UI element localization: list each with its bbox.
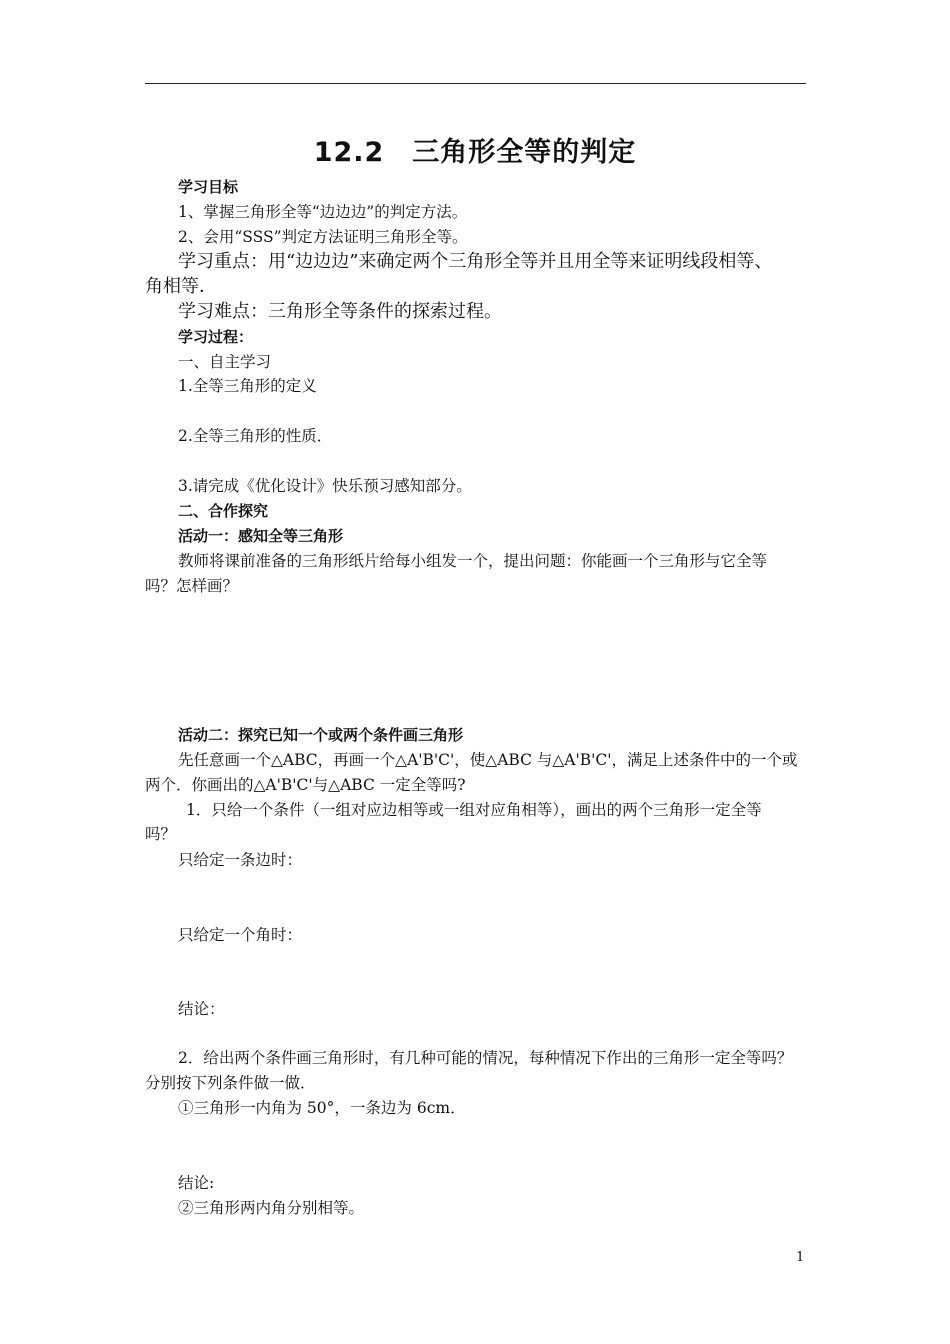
item-1: 1.全等三角形的定义 [178, 377, 317, 395]
item-2: 2.全等三角形的性质． [178, 427, 333, 445]
goals-heading: 学习目标 [178, 178, 239, 196]
page-title: 12.2 三角形全等的判定 [313, 137, 637, 168]
header-rule [145, 83, 806, 84]
activity-2-heading: 活动二：探究已知一个或两个条件画三角形 [178, 726, 464, 744]
difficulty-line: 学习难点：三角形全等条件的探索过程。 [178, 301, 502, 322]
activity-2-text-line-2: 两个．你画出的△A'B'C'与△ABC 一定全等吗? [145, 776, 466, 794]
process-heading: 学习过程： [178, 328, 254, 346]
activity-1-heading: 活动一：感知全等三角形 [178, 527, 344, 545]
key-point-line-2: 角相等． [145, 276, 217, 297]
activity-2-text-line-1: 先任意画一个△ABC，再画一个△A'B'C'，使△ABC 与△A'B'C'，满足上述条件中的一个或 [178, 751, 798, 769]
section-2-heading: 二、合作探究 [178, 502, 269, 520]
case-1: ①三角形一内角为 50°，一条边为 6cm． [178, 1099, 466, 1117]
one-angle-prompt: 只给定一个角时： [178, 926, 303, 944]
page-number: 1 [796, 1250, 805, 1265]
question-2-line-1: 2．给出两个条件画三角形时，有几种可能的情况，每种情况下作出的三角形一定全等吗？ [178, 1049, 793, 1067]
one-side-prompt: 只给定一条边时： [178, 851, 303, 869]
question-1-line-1: 1．只给一个条件（一组对应边相等或一组对应角相等），画出的两个三角形一定全等 [186, 801, 762, 819]
activity-1-text-line-2: 吗？怎样画？ [145, 577, 239, 595]
goal-1: 1、掌握三角形全等“边边边”的判定方法。 [178, 203, 468, 221]
goal-2: 2、会用“SSS”判定方法证明三角形全等。 [178, 228, 468, 246]
item-3: 3.请完成《优化设计》快乐预习感知部分。 [178, 477, 472, 495]
conclusion-1: 结论： [178, 1000, 225, 1018]
conclusion-2: 结论: [178, 1174, 215, 1192]
activity-1-text-line-1: 教师将课前准备的三角形纸片给每小组发一个，提出问题：你能画一个三角形与它全等 [178, 552, 768, 570]
question-1-line-2: 吗？ [145, 825, 177, 843]
case-2: ②三角形两内角分别相等。 [178, 1199, 365, 1217]
key-point-line-1: 学习重点：用“边边边”来确定两个三角形全等并且用全等来证明线段相等、 [178, 251, 773, 272]
question-2-line-2: 分别按下列条件做一做． [145, 1074, 316, 1092]
section-1-heading: 一、自主学习 [178, 353, 272, 371]
